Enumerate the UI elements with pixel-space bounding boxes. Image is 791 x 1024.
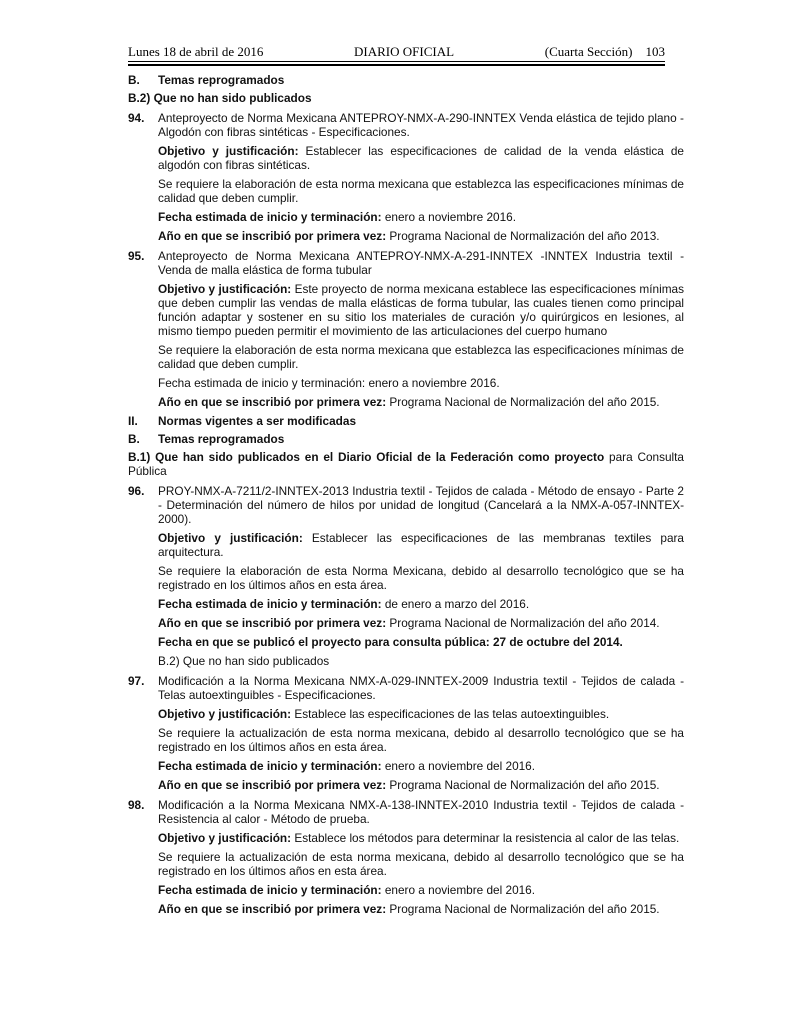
item-objective	[158, 707, 684, 721]
section-heading-b	[128, 73, 684, 87]
dates-text: enero a noviembre del 2016.	[381, 759, 536, 773]
objective-label: Objetivo y justificación:	[158, 707, 292, 721]
header-section: (Cuarta Sección)	[544, 44, 633, 59]
subsection-bold-text: B.1) Que han sido publicados en el Diario Oficial de la Federación como proyecto	[128, 450, 605, 464]
dates-label: Fecha estimada de inicio y terminación:	[158, 759, 382, 773]
item-number: 94.	[128, 111, 145, 125]
dates-label: Fecha estimada de inicio y terminación:	[158, 597, 382, 611]
norm-item-98	[128, 798, 684, 916]
norm-item-95	[128, 249, 684, 409]
item-requirement: Se requiere la elaboración de esta norma mexicana que establezca las especificaciones mínimas de calidad que deben cumplir.	[158, 343, 684, 371]
item-title: Modificación a la Norma Mexicana NMX-A-138-INNTEX-2010 Industria textil - Tejidos de calada - Resistencia al calor - Método de prueba.	[158, 798, 684, 826]
dates-text: de enero a marzo del 2016.	[381, 597, 530, 611]
objective-label: Objetivo y justificación:	[158, 144, 299, 158]
first-year-label: Año en que se inscribió por primera vez:	[158, 902, 387, 916]
norm-item-94	[128, 111, 684, 243]
norm-item-96	[128, 484, 684, 649]
dates-label: Fecha estimada de inicio y terminación:	[158, 210, 382, 224]
objective-label: Objetivo y justificación:	[158, 531, 303, 545]
item-requirement: Se requiere la elaboración de esta norma mexicana que establezca las especificaciones mínimas de calidad que deben cumplir.	[158, 177, 684, 205]
header-rule-thin	[128, 61, 665, 62]
header-date: Lunes 18 de abril de 2016	[128, 44, 264, 59]
first-year-label: Año en que se inscribió por primera vez:	[158, 229, 387, 243]
objective-text: Establecer las especificaciones de las membranas textiles para arquitectura.	[158, 531, 684, 559]
objective-text: Establece las especificaciones de las telas autoextinguibles.	[291, 707, 610, 721]
item-objective	[158, 531, 684, 559]
objective-label: Objetivo y justificación:	[158, 282, 292, 296]
first-year-text: Programa Nacional de Normalización del año 2013.	[386, 229, 660, 243]
first-year-text: Programa Nacional de Normalización del año 2015.	[386, 395, 660, 409]
item-dates	[158, 597, 684, 611]
item-first-year	[158, 229, 684, 243]
first-year-text: Programa Nacional de Normalización del año 2014.	[386, 616, 660, 630]
section-letter: B.	[128, 73, 140, 87]
item-requirement: Se requiere la actualización de esta norma mexicana, debido al desarrollo tecnológico que se ha registrado en los últimos años en esta área.	[158, 850, 684, 878]
section-letter: B.	[128, 432, 140, 446]
item-number: 95.	[128, 249, 145, 263]
item-title: Anteproyecto de Norma Mexicana ANTEPROY-NMX-A-290-INNTEX Venda elástica de tejido plano - Algodón con fibras sintéticas - Especificaciones.	[158, 111, 684, 139]
item-first-year	[158, 902, 684, 916]
section-letter: II.	[128, 414, 138, 428]
section-title: Temas reprogramados	[158, 73, 285, 87]
item-dates	[158, 759, 684, 773]
item-publication-date	[158, 635, 684, 649]
subsection-rest-text: para Consulta Pública	[128, 450, 684, 478]
header-title: DIARIO OFICIAL	[354, 44, 455, 59]
first-year-text: Programa Nacional de Normalización del año 2015.	[386, 902, 660, 916]
page-header	[128, 42, 665, 62]
objective-text: Establecer las especificaciones de calidad de la venda elástica de algodón con fibras sintéticas.	[158, 144, 684, 172]
dates-text: enero a noviembre del 2016.	[381, 883, 536, 897]
subsection-heading-b2: B.2) Que no han sido publicados	[128, 91, 312, 105]
first-year-text: Programa Nacional de Normalización del año 2015.	[386, 778, 660, 792]
header-section-page	[545, 44, 665, 60]
item-first-year	[158, 778, 684, 792]
item-objective	[158, 282, 684, 338]
section-heading-ii	[128, 414, 684, 428]
item-number: 97.	[128, 674, 145, 688]
item-first-year	[158, 616, 684, 630]
item-dates	[158, 883, 684, 897]
item-requirement: Se requiere la elaboración de esta Norma Mexicana, debido al desarrollo tecnológico que se ha registrado en los últimos años en esta área.	[158, 564, 684, 592]
publication-text: 27 de octubre del 2014.	[489, 635, 623, 649]
objective-text: Establece los métodos para determinar la resistencia al calor de las telas.	[291, 831, 680, 845]
item-title: Modificación a la Norma Mexicana NMX-A-029-INNTEX-2009 Industria textil - Tejidos de calada - Telas autoextinguibles - Especificaciones.	[158, 674, 684, 702]
section-title: Normas vigentes a ser modificadas	[158, 414, 357, 428]
objective-label: Objetivo y justificación:	[158, 831, 292, 845]
item-objective	[158, 831, 684, 845]
dates-label: Fecha estimada de inicio y terminación:	[158, 883, 382, 897]
norm-item-97	[128, 674, 684, 792]
subsection-heading-b1	[128, 450, 684, 478]
document-body	[128, 70, 684, 921]
item-title: PROY-NMX-A-7211/2-INNTEX-2013 Industria textil - Tejidos de calada - Método de ensayo - Parte 2 - Determinación del número de hilos por unidad de longitud (Cancelará a la NMX-A-057-INNTEX-2000).	[158, 484, 684, 526]
publication-label: Fecha en que se publicó el proyecto para consulta pública:	[158, 635, 490, 649]
subsection-heading-b2-second: B.2) Que no han sido publicados	[158, 654, 330, 668]
header-rule-thick	[128, 64, 665, 66]
dates-text: enero a noviembre 2016.	[381, 210, 517, 224]
first-year-label: Año en que se inscribió por primera vez:	[158, 616, 387, 630]
item-dates	[158, 210, 684, 224]
item-requirement: Se requiere la actualización de esta norma mexicana, debido al desarrollo tecnológico que se ha registrado en los últimos años en esta área.	[158, 726, 684, 754]
item-first-year	[158, 395, 684, 409]
section-title: Temas reprogramados	[158, 432, 285, 446]
item-number: 96.	[128, 484, 145, 498]
objective-text: Este proyecto de norma mexicana establece las especificaciones mínimas que deben cumplir las vendas de malla elásticas de forma tubular, las cuales tienen como principal función adaptar y sostener en su sitio los materiales de curación y/o quirúrgicos en lesiones, al mismo tiempo pueden permitir el movimiento de las articulaciones del cuerpo humano	[158, 282, 684, 338]
item-objective	[158, 144, 684, 172]
header-page-number: 103	[645, 44, 665, 59]
item-title: Anteproyecto de Norma Mexicana ANTEPROY-NMX-A-291-INNTEX -INNTEX Industria textil - Venda de malla elástica de forma tubular	[158, 249, 684, 277]
item-dates: Fecha estimada de inicio y terminación: enero a noviembre 2016.	[158, 376, 500, 390]
section-heading-b-second	[128, 432, 684, 446]
item-number: 98.	[128, 798, 145, 812]
first-year-label: Año en que se inscribió por primera vez:	[158, 778, 387, 792]
first-year-label: Año en que se inscribió por primera vez:	[158, 395, 387, 409]
